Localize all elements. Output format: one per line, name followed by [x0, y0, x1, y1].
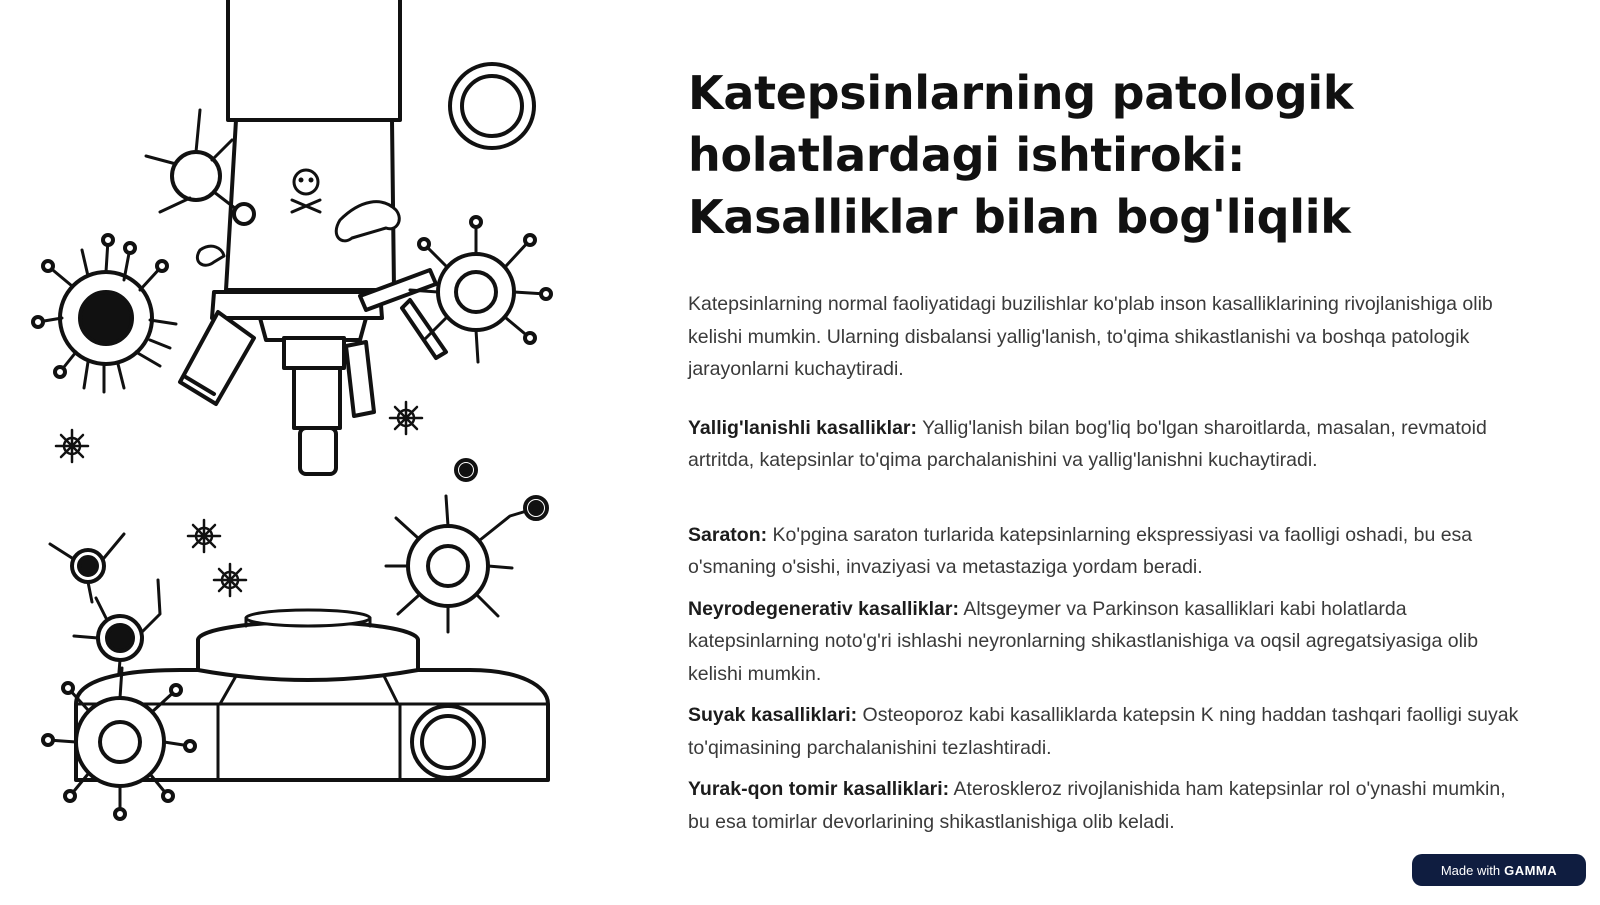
item-label: Neyrodegenerativ kasalliklar: — [688, 597, 959, 620]
microscope-illustration — [0, 0, 600, 900]
list-item — [688, 412, 1520, 477]
list-item — [688, 593, 1520, 691]
item-label: Yallig'lanishli kasalliklar: — [688, 416, 918, 439]
intro-paragraph: Katepsinlarning normal faoliyatidagi buzilishlar ko'plab inson kasalliklarining rivojlanishiga olib kelishi mumkin. Ularning disbalansi yallig'lanish, to'qima shikastlanishi va boshqa patologik jarayonlarni kuchaytiradi. — [688, 293, 1493, 380]
item-label: Saraton: — [688, 523, 768, 546]
text-content — [688, 62, 1520, 847]
badge-prefix: Made with — [1440, 862, 1501, 878]
list-item — [688, 699, 1520, 764]
list-item — [688, 773, 1520, 838]
item-text: Osteoporoz kabi kasalliklarda katepsin K ning haddan tashqari faolligi suyak to'qimasining parchalanishini tezlashtiradi. — [688, 704, 1519, 759]
item-text: Ateroskleroz rivojlanishida ham katepsinlar rol o'ynashi mumkin, bu esa tomirlar devorlarining shikastlanishiga olib keladi. — [688, 778, 1506, 833]
made-with-gamma-badge[interactable] — [1412, 854, 1586, 886]
item-label: Yurak-qon tomir kasalliklari: — [688, 778, 950, 800]
list-item — [688, 519, 1520, 584]
gamma-logo: GAMMA — [1504, 862, 1558, 878]
item-label: Suyak kasalliklari: — [688, 704, 858, 726]
item-text: Altsgeymer va Parkinson kasalliklari kabi holatlarda katepsinlarning noto'g'ri ishlashi neyronlarning shikastlanishiga va oqsil agregatsiyasiga olib kelishi mumkin. — [688, 597, 1479, 685]
page-title: Katepsinlarning patologik holatlardagi ishtiroki: Kasalliklar bilan bog'liqlik — [688, 66, 1354, 244]
item-text: Yallig'lanish bilan bog'liq bo'lgan sharoitlarda, masalan, revmatoid artritda, katepsinlar to'qima parchalanishini va yallig'lanishni kuchaytiradi. — [688, 416, 1487, 471]
item-text: Ko'pgina saraton turlarida katepsinlarning ekspressiyasi va faolligi oshadi, bu esa o'smaning o'sishi, invaziyasi va metastaziga yordam beradi. — [688, 523, 1473, 578]
